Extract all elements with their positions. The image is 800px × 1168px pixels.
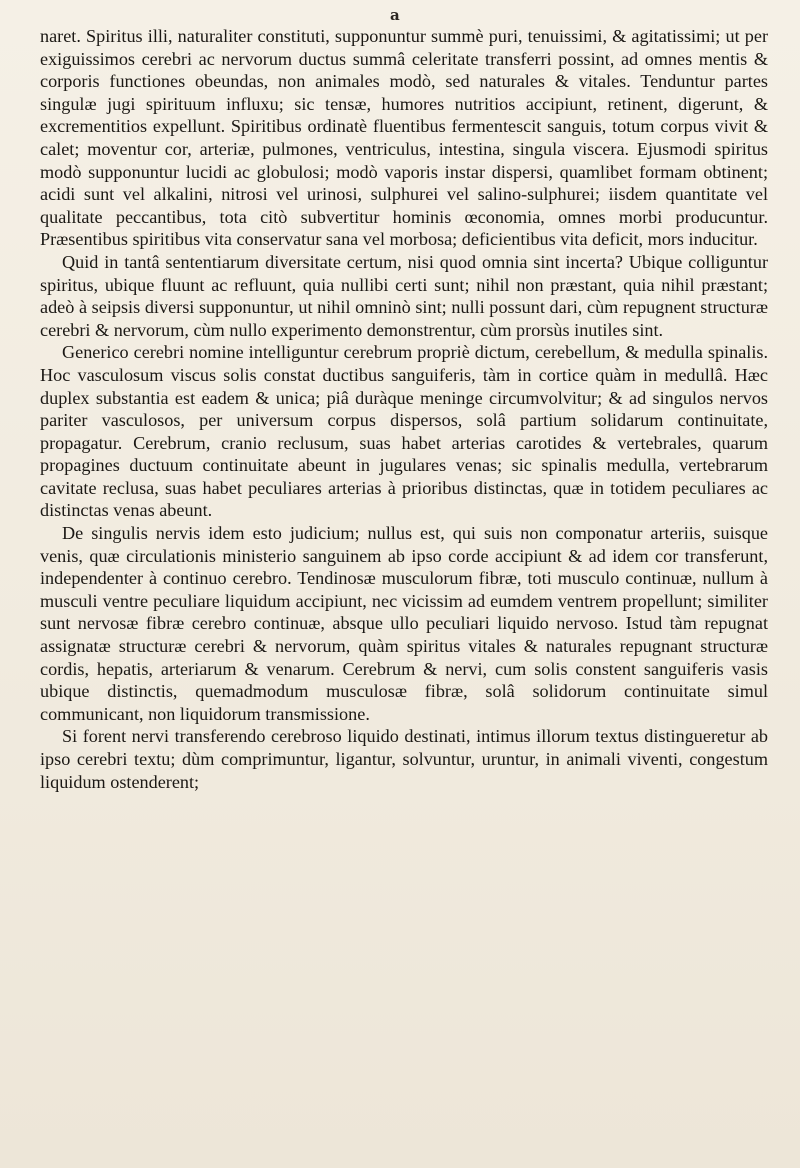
- signature-mark: a: [390, 6, 401, 24]
- page-text: [40, 25, 768, 793]
- paragraph-5: Si forent nervi transferendo cerebroso liquido destinati, intimus illorum textus distingueretur ab ipso cerebri textu; dùm comprimuntur, ligantur, solvuntur, uruntur, in animali viventi, congestum liquidum ostenderent;: [40, 726, 768, 792]
- paragraph-1: naret. Spiritus illi, naturaliter constituti, supponuntur summè puri, tenuissimi, & agitatissimi; ut per exiguissimos cerebri ac nervorum ductus summâ celeritate transferri possint, ad omnes mentis & corporis functiones obeundas, non animales modò, sed naturales & vitales. Tenduntur partes singulæ jugi spirituum influxu; sic tensæ, humores nutritios accipiunt, retinent, digerunt, & excrementitios expellunt. Spiritibus ordinatè fluentibus fermentescit sanguis, totum corpus vivit & calet; moventur cor, arteriæ, pulmones, ventriculus, intestina, singula viscera. Ejusmodi spiritus modò supponuntur lucidi ac globulosi; modò vaporis instar dispersi, quamlibet formam obtinent; acidi sunt vel alkalini, nitrosi vel urinosi, sulphurei vel salino-sulphurei; iisdem quantitate vel qualitate peccantibus, tota citò subvertitur hominis œconomia, omnes morbi producuntur. Præsentibus spiritibus vita conservatur sana vel morbosa; deficientibus vita deficit, mors inducitur.: [40, 26, 768, 250]
- paragraph-4: De singulis nervis idem esto judicium; nullus est, qui suis non componatur arteriis, suisque venis, quæ circulationis ministerio sanguinem ab ipso corde accipiunt & ad idem cor transferunt, independenter à continuo cerebro. Tendinosæ musculorum fibræ, toti musculo continuæ, nullum à musculi ventre peculiare liquidum accipiunt, nec vicissim ad eumdem ventrem propellunt; similiter sunt nervosæ fibræ cerebro continuæ, absque ullo peculiari liquido nervoso. Istud tàm repugnat assignatæ structuræ cerebri & nervorum, quàm spiritus vitales & naturales repugnant structuræ cordis, hepatis, arteriarum & venarum. Cerebrum & nervi, cum solis constent sanguiferis vasis ubique distinctis, quemadmodum musculosæ fibræ, solâ solidorum continuitate simul communicant, non liquidorum transmissione.: [40, 523, 768, 724]
- paragraph-2: Quid in tantâ sententiarum diversitate certum, nisi quod omnia sint incerta? Ubique colliguntur spiritus, ubique fluunt ac refluunt, quia nullibi certi sunt; nihil non præstant, quia nihil præstant; adeò à seipsis diversi supponuntur, ut nihil omninò sint; nulli possunt dari, cùm repugnent structuræ cerebri & nervorum, cùm nullo experimento demonstrentur, cùm prorsùs inutiles sint.: [40, 251, 768, 340]
- paragraph-3: Generico cerebri nomine intelliguntur cerebrum propriè dictum, cerebellum, & medulla spinalis. Hoc vasculosum viscus solis constat ductibus sanguiferis, tàm in cortice quàm in medullâ. Hæc duplex substantia est eadem & unica; piâ duràque meninge circumvolvitur; & ad singulos nervos pariter vasculosos, per universum corpus dispersos, solâ partium solidarum continuitate, propagatur. Cerebrum, cranio reclusum, suas habet arterias carotides & vertebrales, quarum propagines ductuum continuitate abeunt in jugulares venas; sic spinalis medulla, vertebrarum cavitate reclusa, suas habet peculiares arterias à prioribus distinctas, quæ in totidem peculiares ac distinctas venas abeunt.: [40, 342, 768, 521]
